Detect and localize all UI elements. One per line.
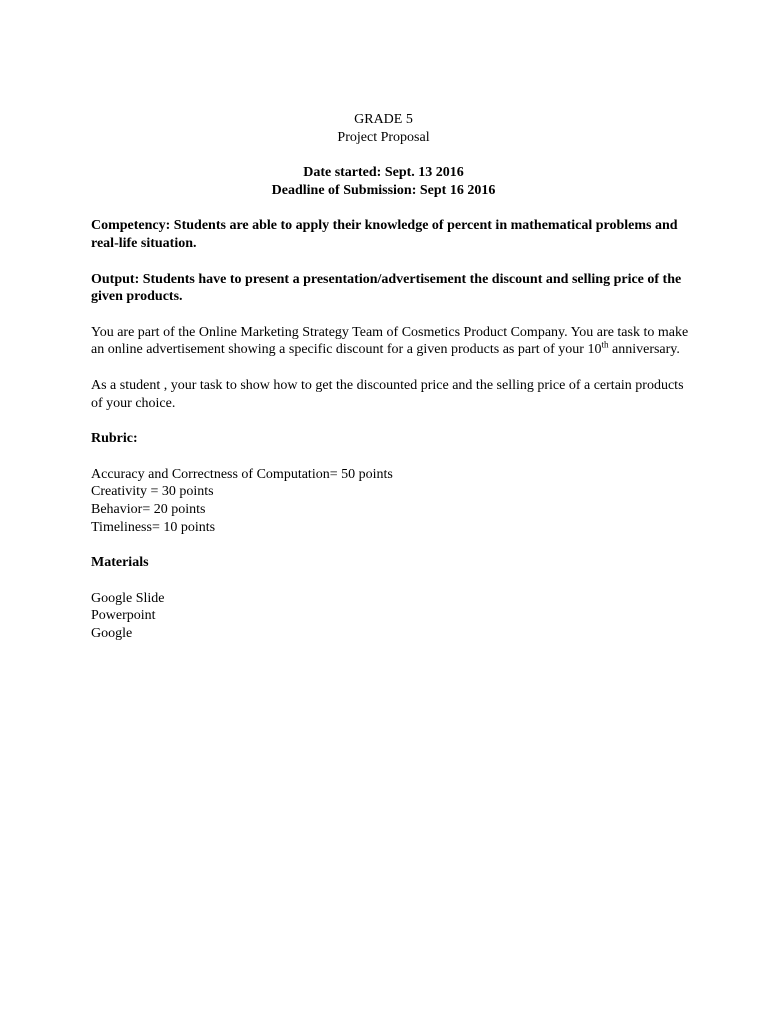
document-header [91, 111, 676, 199]
material-item: Google [91, 625, 133, 641]
material-item: Powerpoint [91, 608, 156, 624]
task-paragraph [91, 324, 691, 359]
output-paragraph: Output: Students have to present a presentation/advertisement the discount and selling price of the given products. [91, 271, 682, 305]
document-body [91, 111, 691, 642]
rubric-heading: Rubric: [91, 431, 138, 447]
competency-paragraph: Competency: Students are able to apply their knowledge of percent in mathematical problems and real-life situation. [91, 218, 678, 251]
task-paragraph-text: You are part of the Online Marketing Strategy Team of Cosmetics Product Company. You are task to make an online advertisement showing a specific discount for a given products as part of your 10 [91, 324, 689, 358]
deadline: Deadline of Submission: Sept 16 2016 [271, 182, 496, 198]
date-started: Date started: Sept. 13 2016 [303, 165, 464, 181]
materials-heading: Materials [91, 555, 149, 571]
student-task-paragraph: As a student , your task to show how to get the discounted price and the selling price of a certain products of your choice. [91, 377, 684, 411]
rubric-item: Accuracy and Correctness of Computation= 50 points [91, 466, 393, 482]
rubric-item: Timeliness= 10 points [91, 519, 216, 535]
task-paragraph-end: anniversary. [608, 342, 680, 358]
doc-type-title: Project Proposal [337, 129, 430, 145]
grade-title: GRADE 5 [354, 112, 413, 127]
rubric-item: Behavior= 20 points [91, 501, 206, 517]
ordinal-suffix: th [601, 339, 609, 350]
materials-list [91, 590, 691, 643]
rubric-list [91, 466, 691, 536]
rubric-item: Creativity = 30 points [91, 484, 214, 500]
material-item: Google Slide [91, 590, 165, 606]
